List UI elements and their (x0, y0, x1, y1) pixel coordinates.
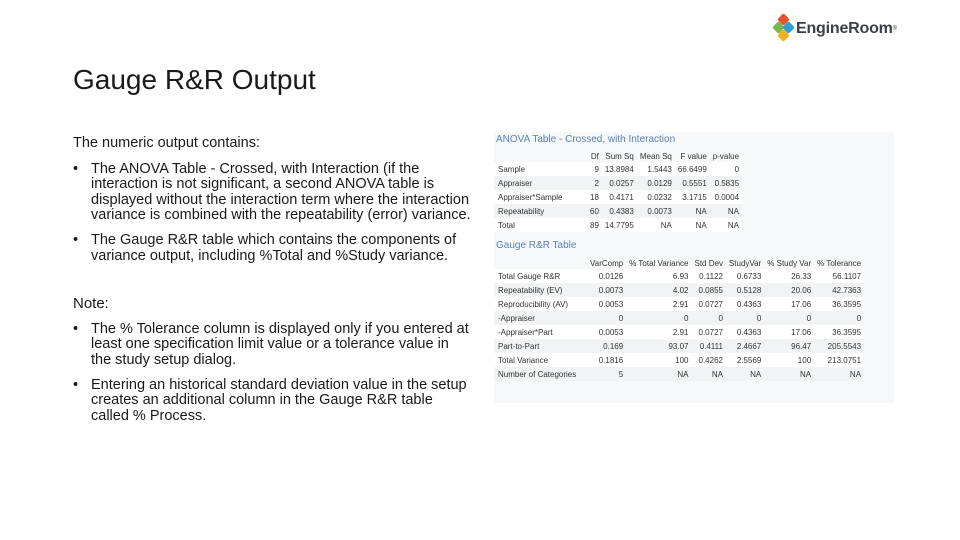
grr-cell: 0.4363 (736, 299, 762, 309)
grr-cell: 17.06 (791, 299, 812, 309)
anova-row (494, 190, 742, 204)
anova-cell: 0.0232 (647, 192, 672, 202)
note-bullet-tolerance: • The % Tolerance column is displayed only if you entered at least one specification limit value or a tolerance value in the study setup dialog. (73, 322, 473, 369)
anova-table-title: ANOVA Table - Crossed, with Interaction (496, 134, 676, 145)
logo-mark-icon (774, 15, 794, 43)
anova-cell: 3.1715 (682, 192, 707, 202)
anova-cell: 0 (734, 164, 740, 174)
grr-cell: 2.5569 (736, 355, 762, 365)
anova-header-cell: Df (590, 151, 599, 161)
grr-cell: 0.5128 (736, 285, 762, 295)
anova-row (494, 204, 742, 218)
grr-row (494, 297, 864, 311)
grr-cell: 0.4363 (736, 327, 762, 337)
text-column (73, 136, 473, 433)
grr-row-label: Reproducibility (AV) (498, 299, 569, 309)
anova-cell: 89 (590, 220, 599, 230)
grr-row-label: Part-to-Part (498, 341, 540, 351)
anova-row (494, 176, 742, 190)
grr-cell: 0 (718, 313, 723, 323)
note-heading: Note: (73, 295, 109, 313)
anova-cell: 0.5835 (714, 178, 740, 188)
grr-row (494, 339, 864, 353)
anova-cell: 13.8984 (604, 164, 634, 174)
anova-cell: NA (727, 220, 740, 230)
grr-cell: 0.0855 (698, 285, 723, 295)
anova-cell: NA (727, 206, 740, 216)
anova-row (494, 162, 742, 176)
anova-header-cell: Sum Sq (605, 151, 634, 161)
grr-cell: 0.4111 (699, 341, 723, 351)
grr-header-cell: StudyVar (728, 258, 762, 268)
grr-table (494, 257, 864, 381)
grr-cell: 0.6733 (736, 271, 762, 281)
grr-cell: 100 (675, 355, 689, 365)
output-list (73, 162, 473, 265)
anova-cell: 60 (590, 206, 599, 216)
grr-cell: 6.93 (672, 271, 689, 281)
grr-cell: NA (800, 369, 812, 379)
grr-cell: 0 (756, 313, 762, 323)
anova-header-cell: Mean Sq (639, 151, 672, 161)
anova-row (494, 218, 742, 232)
anova-row-label: Total (498, 220, 515, 230)
logo-text: EngineRoom (796, 20, 893, 37)
anova-cell: 0.5551 (682, 178, 707, 188)
note-bullet-process: • Entering an historical standard deviation value in the setup creates an additional column in the Gauge R&R table called % Process. (73, 378, 473, 425)
grr-cell: 17.06 (791, 327, 812, 337)
anova-cell: 0.0257 (609, 178, 634, 188)
grr-cell: 42.7363 (832, 285, 862, 295)
grr-cell: 0.1122 (699, 271, 723, 281)
output-screenshot-panel (494, 132, 894, 403)
grr-cell: 0.0053 (598, 327, 624, 337)
grr-table-title: Gauge R&R Table (496, 240, 577, 251)
anova-row-label: Appraiser (498, 178, 533, 188)
anova-cell: 18 (590, 192, 599, 202)
grr-cell: NA (849, 369, 862, 379)
grr-cell: NA (677, 369, 689, 379)
grr-row (494, 367, 864, 381)
grr-cell: 26.33 (791, 271, 812, 281)
intro-text: The numeric output contains: (73, 135, 260, 151)
engineroom-logo (774, 15, 897, 43)
grr-row (494, 269, 864, 283)
grr-row-label: Total Variance (498, 355, 549, 365)
grr-cell: 0.169 (603, 341, 624, 351)
anova-cell: 0.0073 (647, 206, 672, 216)
grr-cell: 0 (856, 313, 862, 323)
grr-header-cell: VarComp (590, 258, 624, 268)
grr-header-row (494, 257, 864, 269)
grr-cell: 36.3595 (832, 327, 862, 337)
anova-cell: 66.6499 (677, 164, 707, 174)
grr-row (494, 311, 864, 325)
anova-cell: 0.0129 (647, 178, 672, 188)
anova-cell: NA (695, 220, 707, 230)
grr-cell: 0.0727 (698, 327, 723, 337)
anova-cell: 9 (594, 164, 599, 174)
anova-cell: NA (695, 206, 707, 216)
grr-cell: 0 (618, 313, 624, 323)
grr-cell: NA (750, 369, 762, 379)
grr-row-label: Number of Categories (498, 369, 577, 379)
anova-cell: 0.4171 (609, 192, 634, 202)
anova-table (494, 150, 742, 232)
anova-header-cell: p-value (712, 151, 740, 161)
anova-header-cell: F value (680, 151, 707, 161)
anova-cell: 0.4383 (609, 206, 634, 216)
grr-cell: 0 (684, 313, 689, 323)
grr-cell: 93.07 (668, 341, 689, 351)
anova-cell: 14.7795 (604, 220, 634, 230)
grr-cell: 0.0073 (598, 285, 624, 295)
output-bullet-grr: • The Gauge R&R table which contains the components of variance output, including %Total and %Study variance. (73, 233, 473, 264)
anova-row-label: Appraiser*Sample (498, 192, 563, 202)
grr-header-cell (494, 257, 587, 269)
grr-cell: 2.91 (672, 299, 689, 309)
anova-cell: 0.0004 (714, 192, 740, 202)
anova-cell: 1.5443 (647, 164, 672, 174)
anova-row-label: Sample (498, 164, 526, 174)
anova-row-label: Repeatability (498, 206, 545, 216)
grr-row (494, 325, 864, 339)
grr-header-cell: % Total Variance (629, 258, 689, 268)
grr-cell: 0 (806, 313, 812, 323)
grr-cell: 0.4262 (698, 355, 723, 365)
page-title: Gauge R&R Output (73, 64, 316, 95)
grr-header-cell: % Study Var (767, 258, 812, 268)
grr-header-cell: % Tolerance (817, 258, 862, 268)
grr-cell: 0.0126 (598, 271, 624, 281)
grr-cell: 2.4667 (736, 341, 762, 351)
anova-header-row (494, 150, 742, 162)
anova-cell: NA (660, 220, 672, 230)
grr-cell: 0.0727 (698, 299, 723, 309)
grr-cell: 96.47 (791, 341, 812, 351)
grr-cell: 2.91 (672, 327, 689, 337)
output-bullet-anova: • The ANOVA Table - Crossed, with Interaction (if the interaction is not significant, a second ANOVA table is displayed without the interaction term where the interaction variance is combined with the repeatability (error) variance. (73, 162, 473, 224)
grr-cell: 0.1816 (598, 355, 624, 365)
grr-cell: 100 (797, 355, 812, 365)
grr-header-cell: Std Dev (694, 258, 723, 268)
grr-cell: 205.5543 (827, 341, 862, 351)
anova-cell: 2 (594, 178, 599, 188)
note-list (73, 322, 473, 425)
logo-trademark: ® (892, 26, 898, 32)
grr-row (494, 283, 864, 297)
grr-cell: NA (711, 369, 723, 379)
grr-row-label: Repeatability (EV) (498, 285, 563, 295)
grr-row-label: Total Gauge R&R (498, 271, 561, 281)
grr-cell: 36.3595 (832, 299, 862, 309)
grr-cell: 213.0751 (827, 355, 862, 365)
grr-cell: 56.1107 (832, 271, 862, 281)
grr-row (494, 353, 864, 367)
grr-row-label: -Appraiser*Part (498, 327, 553, 337)
grr-cell: 0.0053 (598, 299, 624, 309)
anova-header-cell (494, 150, 587, 162)
grr-row-label: -Appraiser (498, 313, 535, 323)
grr-cell: 4.02 (672, 285, 689, 295)
grr-cell: 20.06 (791, 285, 812, 295)
grr-cell: 5 (618, 369, 624, 379)
